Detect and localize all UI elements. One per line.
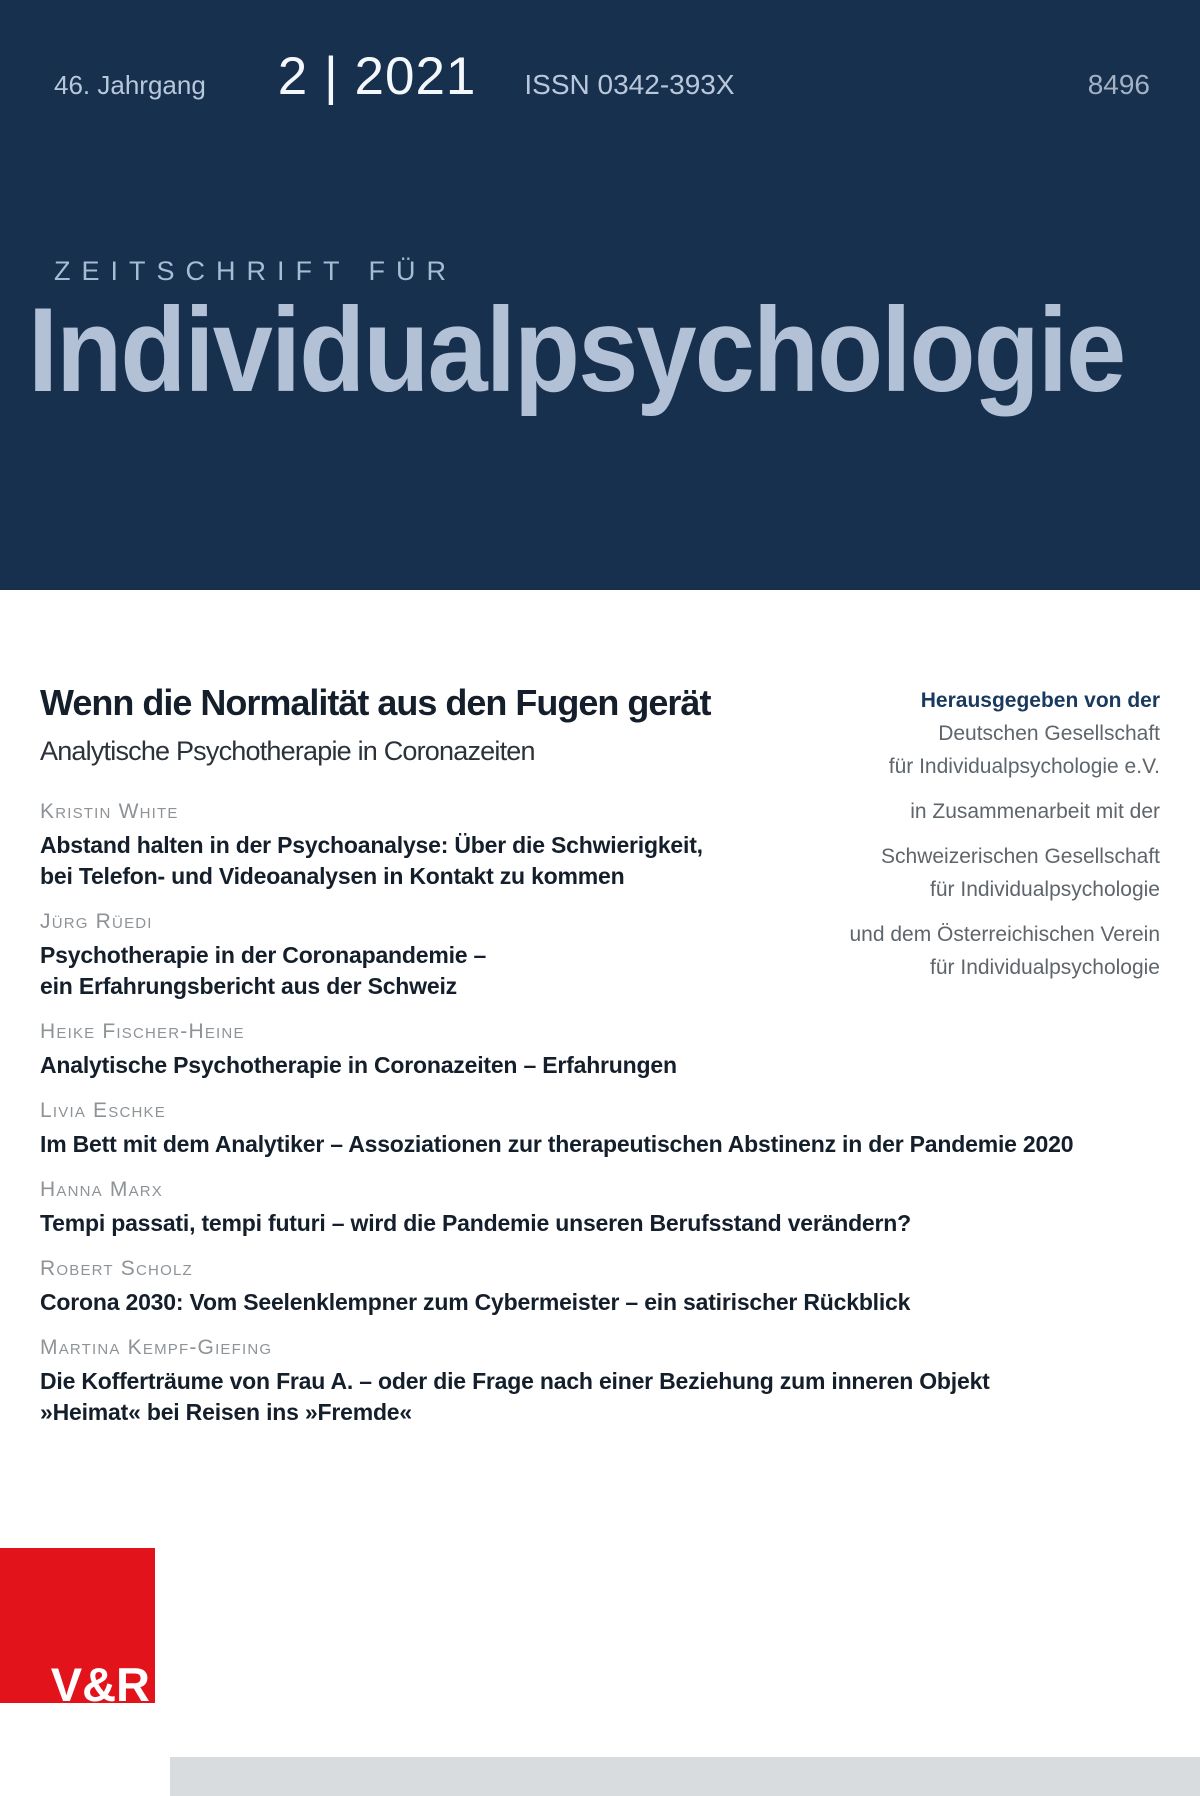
toc-title-line: bei Telefon- und Videoanalysen in Kontakt zu kommen: [40, 863, 625, 889]
toc-author: Kristin White: [40, 800, 179, 823]
issue-info-row: [54, 0, 1150, 107]
publisher-line: in Zusammenarbeit mit der: [910, 800, 1160, 823]
publisher-line: für Individualpsychologie e.V.: [888, 755, 1160, 778]
publisher-line: für Individualpsychologie: [930, 956, 1160, 979]
toc-title-line: Corona 2030: Vom Seelenklempner zum Cybermeister – ein satirischer Rückblick: [40, 1289, 911, 1315]
toc-title-line: Abstand halten in der Psychoanalyse: Über die Schwierigkeit,: [40, 832, 703, 858]
toc-title-line: Tempi passati, tempi futuri – wird die Pandemie unseren Berufsstand verändern?: [40, 1210, 911, 1236]
toc-title-line: ein Erfahrungsbericht aus der Schweiz: [40, 973, 457, 999]
toc-title-line: Im Bett mit dem Analytiker – Assoziationen zur therapeutischen Abstinenz in der Pandemie 2020: [40, 1131, 1074, 1157]
order-code: 8496: [1087, 69, 1150, 100]
table-of-contents: [40, 800, 1184, 1446]
toc-author: Jürg Rüedi: [40, 910, 153, 933]
publisher-line: für Individualpsychologie: [930, 878, 1160, 901]
toc-author: Hanna Marx: [40, 1178, 164, 1201]
toc-entry: [40, 1099, 1184, 1160]
publisher-line: und dem Österreichischen Verein: [849, 923, 1160, 946]
toc-entry: [40, 1336, 1184, 1428]
footer-bar: [170, 1757, 1200, 1796]
toc-entry: [40, 1178, 1184, 1239]
toc-author: Heike Fischer-Heine: [40, 1020, 245, 1043]
toc-entry: [40, 1257, 1184, 1318]
toc-title-line: Die Kofferträume von Frau A. – oder die Frage nach einer Beziehung zum inneren Objekt: [40, 1368, 990, 1394]
toc-entry: [40, 1020, 1184, 1081]
volume-label: 46. Jahrgang: [54, 70, 206, 100]
journal-title: Individualpsychologie: [28, 283, 1125, 417]
issue-number: 2 | 2021: [277, 47, 477, 106]
masthead-kicker: ZEITSCHRIFT FÜR: [54, 256, 457, 286]
issn-label: ISSN 0342-393X: [524, 69, 735, 100]
feature-title: Wenn die Normalität aus den Fugen gerät: [40, 682, 711, 723]
toc-entry: [40, 910, 1184, 1002]
toc-title-line: Analytische Psychotherapie in Coronazeiten – Erfahrungen: [40, 1052, 677, 1078]
vr-logo: [0, 1548, 155, 1711]
publisher-line: Schweizerischen Gesellschaft: [881, 845, 1160, 868]
publisher-line: Herausgegeben von der: [920, 689, 1160, 712]
publisher-line: Deutschen Gesellschaft: [938, 722, 1160, 745]
toc-entry: [40, 800, 1184, 892]
toc-title-line: »Heimat« bei Reisen ins »Fremde«: [40, 1399, 412, 1425]
toc-author: Livia Eschke: [40, 1099, 166, 1122]
masthead-block: [0, 0, 1200, 590]
toc-author: Martina Kempf-Giefing: [40, 1336, 273, 1359]
toc-title-line: Psychotherapie in der Coronapandemie –: [40, 942, 487, 968]
vr-logo-text: V&R: [50, 1658, 150, 1711]
feature-subtitle: Analytische Psychotherapie in Coronazeiten: [40, 736, 535, 766]
toc-author: Robert Scholz: [40, 1257, 193, 1280]
